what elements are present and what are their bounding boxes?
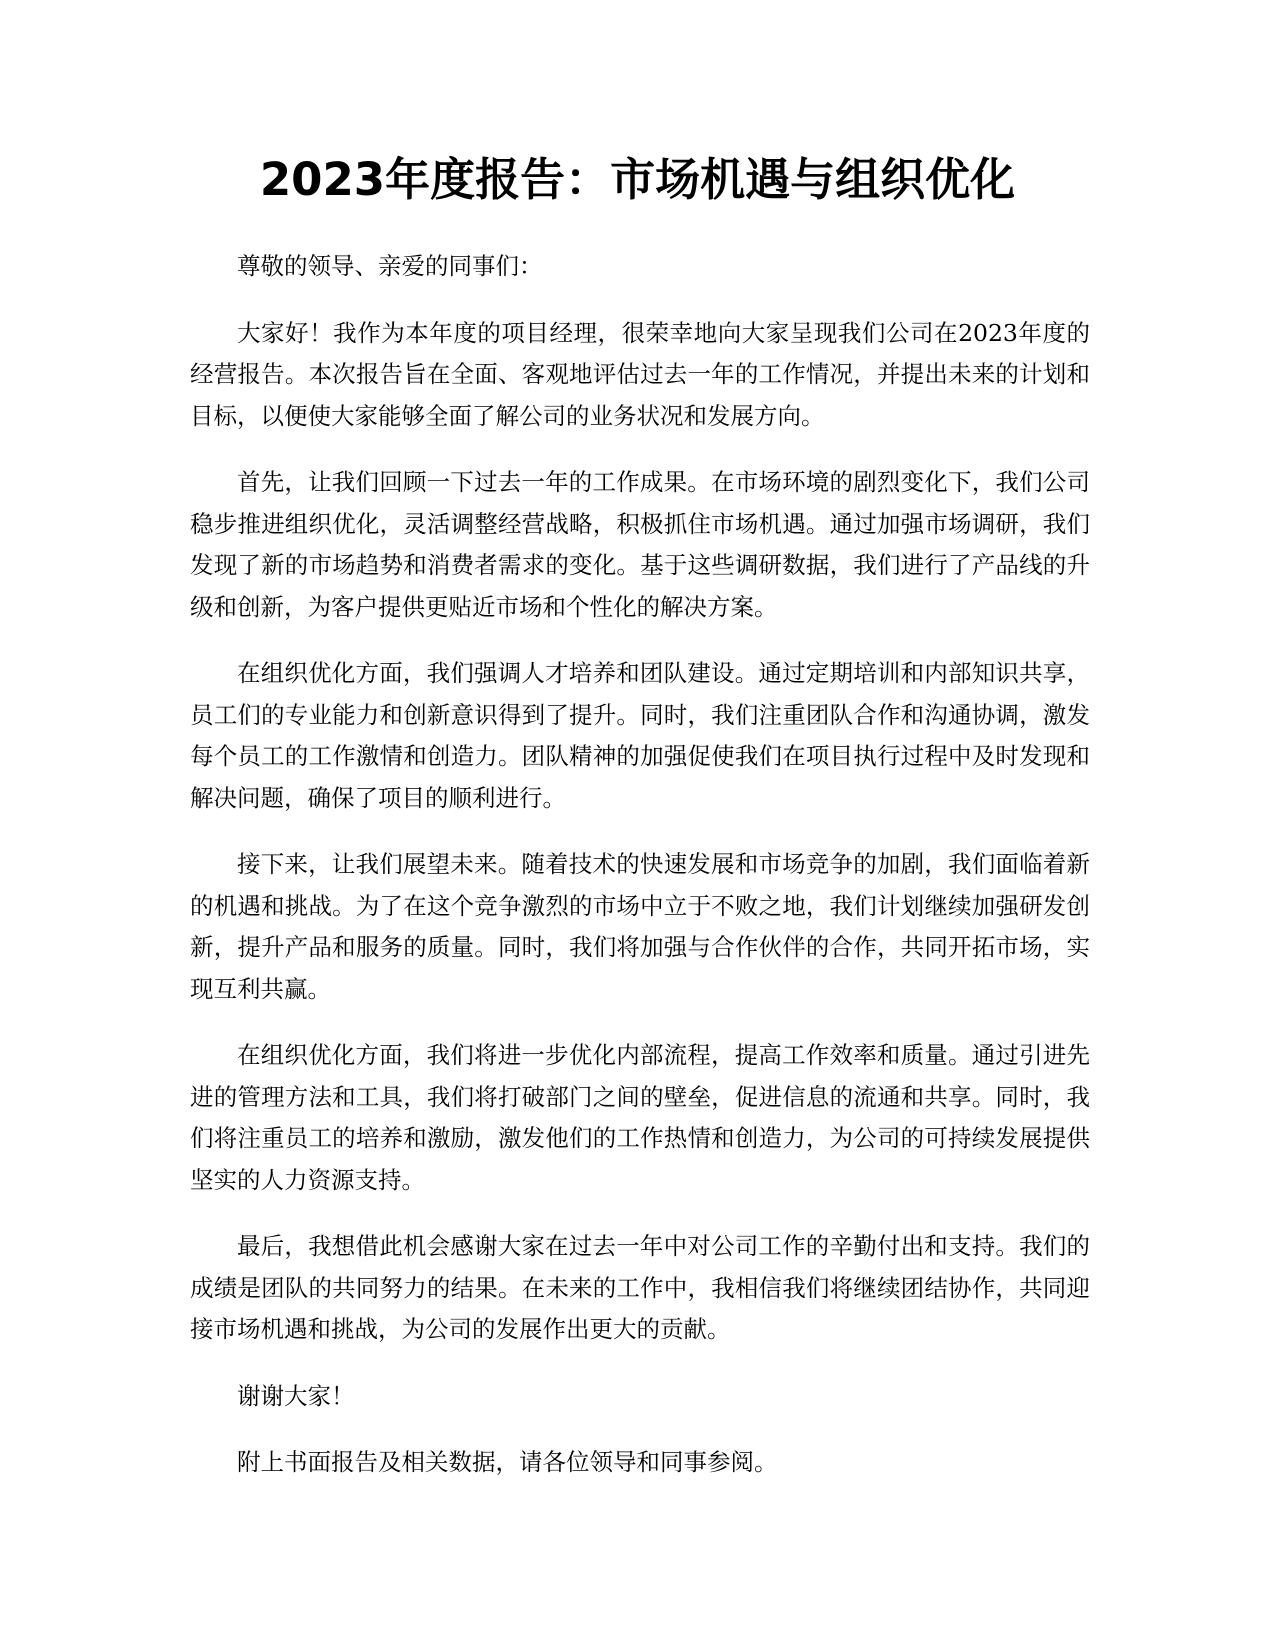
paragraph-intro: 大家好！我作为本年度的项目经理，很荣幸地向大家呈现我们公司在2023年度的经营报告。本次报告旨在全面、客观地评估过去一年的工作情况，并提出未来的计划和目标，以便使大家能够全面了解公司的业务状况和发展方向。 [190, 318, 1090, 430]
paragraph-thanks: 最后，我想借此机会感谢大家在过去一年中对公司工作的辛勤付出和支持。我们的成绩是团队的共同努力的结果。在未来的工作中，我相信我们将继续团结协作，共同迎接市场机遇和挑战，为公司的发展作出更大的贡献。 [190, 1232, 1090, 1343]
salutation: 尊敬的领导、亲爱的同事们： [237, 252, 543, 280]
document-body [190, 246, 1090, 1509]
attachment-note: 附上书面报告及相关数据，请各位领导和同事参阅。 [237, 1448, 778, 1476]
paragraph-optimization-plan: 在组织优化方面，我们将进一步优化内部流程，提高工作效率和质量。通过引进先进的管理方法和工具，我们将打破部门之间的壁垒，促进信息的流通和共享。同时，我们将注重员工的培养和激励，激发他们的工作热情和创造力，为公司的可持续发展提供坚实的人力资源支持。 [190, 1041, 1090, 1194]
document-title: 2023年度报告：市场机遇与组织优化 [259, 153, 1016, 206]
paragraph-organization: 在组织优化方面，我们强调人才培养和团队建设。通过定期培训和内部知识共享，员工们的专业能力和创新意识得到了提升。同时，我们注重团队合作和沟通协调，激发每个员工的工作激情和创造力。团队精神的加强促使我们在项目执行过程中及时发现和解决问题，确保了项目的顺利进行。 [190, 659, 1090, 812]
paragraph-outlook: 接下来，让我们展望未来。随着技术的快速发展和市场竞争的加剧，我们面临着新的机遇和挑战。为了在这个竞争激烈的市场中立于不败之地，我们计划继续加强研发创新，提升产品和服务的质量。同时，我们将加强与合作伙伴的合作，共同开拓市场，实现互利共赢。 [190, 850, 1090, 1003]
closing-thanks: 谢谢大家！ [237, 1381, 355, 1410]
paragraph-review: 首先，让我们回顾一下过去一年的工作成果。在市场环境的剧烈变化下，我们公司稳步推进组织优化，灵活调整经营战略，积极抓住市场机遇。通过加强市场调研，我们发现了新的市场趋势和消费者需求的变化。基于这些调研数据，我们进行了产品线的升级和创新，为客户提供更贴近市场和个性化的解决方案。 [190, 468, 1090, 621]
